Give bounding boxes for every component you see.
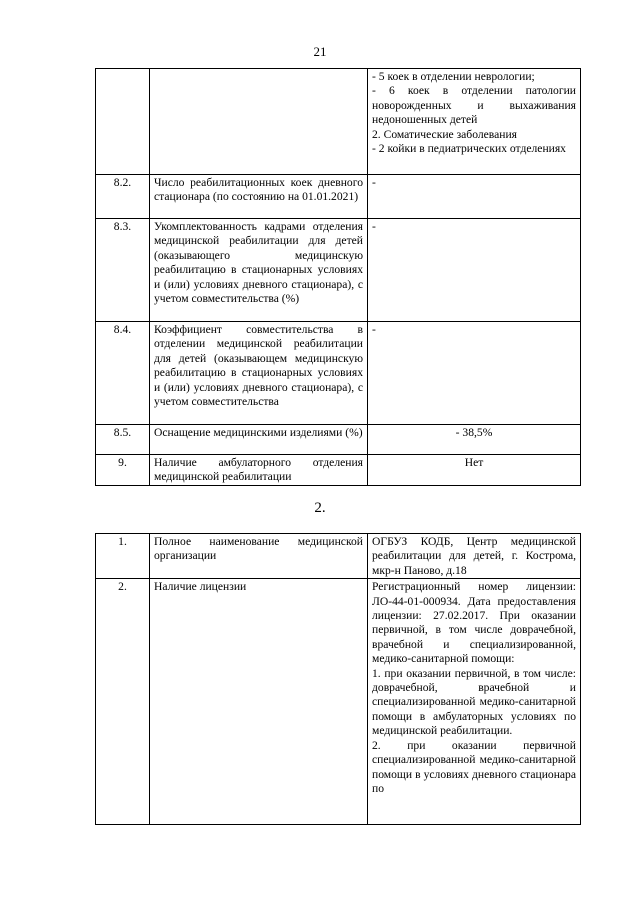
row-number: 2. xyxy=(96,579,150,825)
value-line: 1. при оказании первичной, в том числе: доврачебной, врачебной и специализированной медико-санитарной помощи в амбулаторных условиях по медицинской реабилитации. xyxy=(372,666,576,738)
table-row xyxy=(96,322,581,425)
value-line: - 5 коек в отделении неврологии; xyxy=(372,70,535,83)
row-number xyxy=(96,69,150,175)
value-line: Регистрационный номер лицензии: ЛО-44-01-000934. Дата предоставления лицензии: 27.02.2017. При оказании первичной, в том числе доврачебной, врачебной и специализированной, медико-санитарной помощи: xyxy=(372,580,576,666)
row-number: 9. xyxy=(96,455,150,486)
table-row xyxy=(96,579,581,825)
row-name: Оснащение медицинскими изделиями (%) xyxy=(150,425,368,455)
rehab-table-continued xyxy=(95,68,581,486)
table-row xyxy=(96,534,581,579)
row-number: 8.3. xyxy=(96,219,150,322)
row-value: - 38,5% xyxy=(368,425,581,455)
page-number: 21 xyxy=(313,44,327,59)
organization-table xyxy=(95,533,581,825)
row-name: Укомплектованность кадрами отделения медицинской реабилитации для детей (оказывающего медицинскую реабилитацию в стационарных условиях и (или) условиях дневного стационара), с учетом совместительства (%) xyxy=(150,219,368,322)
value-line: - 6 коек в отделении патологии новорожденных и выхаживания недоношенных детей xyxy=(372,84,576,127)
table-row xyxy=(96,69,581,175)
table-row xyxy=(96,175,581,219)
value-line: - 2 койки в педиатрических отделениях xyxy=(372,142,566,156)
row-name: Наличие лицензии xyxy=(150,579,368,825)
row-value: - xyxy=(368,219,581,322)
table-row xyxy=(96,219,581,322)
row-number: 8.2. xyxy=(96,175,150,219)
row-name xyxy=(150,69,368,175)
row-number: 8.4. xyxy=(96,322,150,425)
row-value: Нет xyxy=(368,455,581,486)
row-value xyxy=(368,69,581,175)
row-name: Наличие амбулаторного отделения медицинской реабилитации xyxy=(150,455,368,486)
row-value: - xyxy=(368,322,581,425)
row-number: 1. xyxy=(96,534,150,579)
row-value: - xyxy=(368,175,581,219)
table-row xyxy=(96,425,581,455)
row-name: Коэффициент совместительства в отделении медицинской реабилитации для детей (оказывающем медицинскую реабилитацию в стационарных условиях и (или) условиях дневного стационара), с учетом совместительства xyxy=(150,322,368,425)
row-value: ОГБУЗ КОДБ, Центр медицинской реабилитации для детей, г. Кострома, мкр-н Паново, д.18 xyxy=(368,534,581,579)
row-value xyxy=(368,579,581,825)
section-number: 2. xyxy=(314,500,326,516)
value-line: 2. Соматические заболевания xyxy=(372,127,517,141)
row-number: 8.5. xyxy=(96,425,150,455)
value-line: 2. при оказании первичной специализированной медико-санитарной помощи в условиях дневного стационара по xyxy=(372,738,576,795)
row-name: Полное наименование медицинской организации xyxy=(150,534,368,579)
row-name: Число реабилитационных коек дневного стационара (по состоянию на 01.01.2021) xyxy=(150,175,368,219)
table-row xyxy=(96,455,581,486)
